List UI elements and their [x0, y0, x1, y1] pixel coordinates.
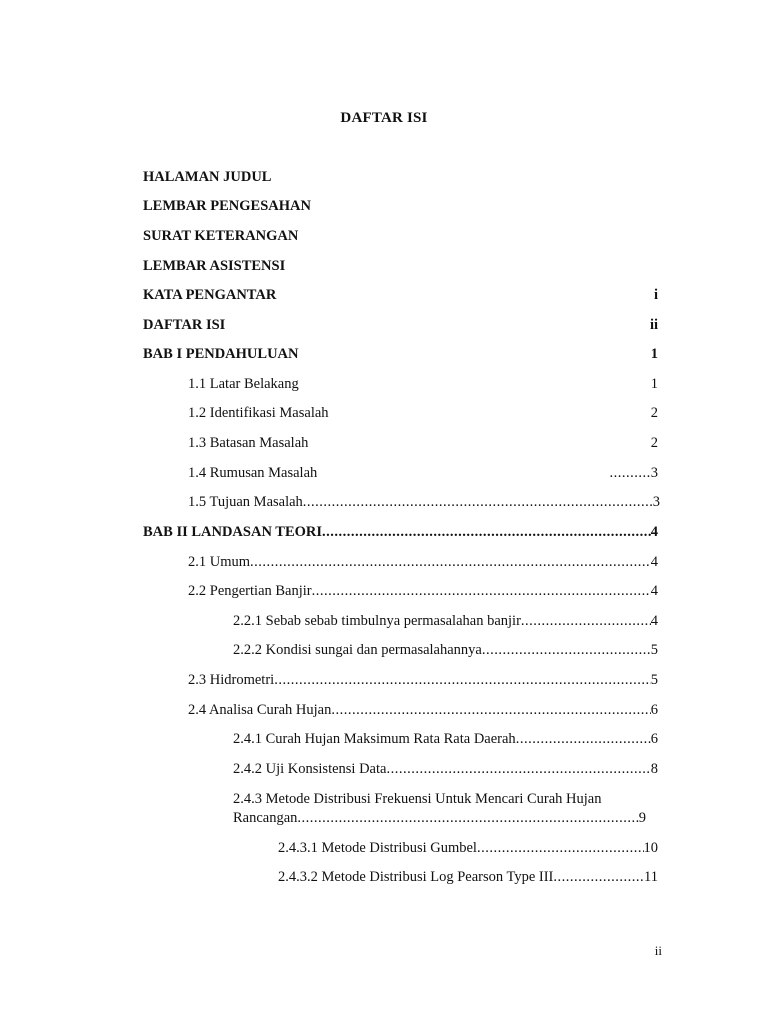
toc-entry-page: 10 — [643, 840, 658, 856]
toc-leader-dots — [610, 465, 651, 482]
toc-entry-page: 2 — [650, 405, 658, 421]
toc-leader-dots — [303, 494, 653, 511]
toc-entry — [143, 228, 658, 245]
toc-entry — [188, 494, 660, 511]
toc-entry-page: 1 — [650, 376, 658, 392]
toc-entry-page: i — [653, 287, 658, 303]
toc-entry-page: 9 — [638, 810, 646, 826]
page-title: DAFTAR ISI — [340, 110, 428, 126]
toc-entry — [188, 583, 658, 600]
toc-leader-dots — [386, 761, 650, 778]
toc-entry-page: 3 — [650, 465, 658, 481]
toc-entry-page: 11 — [644, 869, 658, 885]
toc-entry — [143, 317, 658, 334]
toc-entry — [188, 465, 658, 482]
toc-entry — [143, 258, 658, 275]
toc-entry-label: SURAT KETERANGAN — [143, 228, 299, 244]
toc-entry-page: 8 — [650, 761, 658, 777]
toc-entry-label: 1.2 Identifikasi Masalah — [188, 405, 329, 421]
toc-leader-dots — [477, 840, 644, 857]
toc-entry-page: 1 — [650, 346, 658, 362]
toc-entry-label: 2.4.3 Metode Distribusi Frekuensi Untuk Mencari Curah Hujan — [233, 791, 602, 807]
toc-entry — [278, 840, 658, 857]
toc-entry-label: 2.2.2 Kondisi sungai dan permasalahannya — [233, 642, 482, 658]
toc-entry-label: 2.1 Umum — [188, 554, 251, 570]
toc-entry — [143, 169, 658, 186]
toc-entry — [188, 702, 658, 719]
toc-entry — [233, 613, 658, 630]
toc-entry-label: LEMBAR PENGESAHAN — [143, 198, 311, 214]
toc-entry — [143, 524, 658, 541]
toc-leader-dots — [312, 583, 651, 600]
toc-entry-label: 2.4.3.2 Metode Distribusi Log Pearson Type III — [278, 869, 554, 885]
toc-leader-dots — [250, 554, 651, 571]
toc-leader-dots — [553, 869, 644, 886]
toc-entry-label: 2.4 Analisa Curah Hujan — [188, 702, 332, 718]
toc-entry-page: 6 — [650, 731, 658, 747]
toc-entry-page: 4 — [650, 613, 658, 629]
toc-entry — [143, 198, 658, 215]
toc-leader-dots — [516, 731, 651, 748]
toc-entry-page: 6 — [650, 702, 658, 718]
toc-entry-page: 4 — [650, 583, 658, 599]
toc-entry-label: 1.1 Latar Belakang — [188, 376, 299, 392]
toc-leader-dots — [482, 642, 651, 659]
toc-entry-label: BAB I PENDAHULUAN — [143, 346, 299, 362]
toc-entry — [278, 869, 658, 886]
toc-entry — [143, 287, 658, 304]
toc-entry-page: ii — [649, 317, 658, 333]
toc-entry-label: 1.4 Rumusan Masalah — [188, 465, 318, 481]
toc-leader-dots — [521, 613, 651, 630]
page-number: ii — [654, 943, 662, 958]
toc-entry-label: LEMBAR ASISTENSI — [143, 258, 286, 274]
toc-entry-label: 2.3 Hidrometri — [188, 672, 275, 688]
toc-entry — [143, 346, 658, 363]
toc-entry — [188, 376, 658, 393]
toc-leader-dots — [274, 672, 651, 689]
toc-entry-label: HALAMAN JUDUL — [143, 169, 272, 185]
toc-entry-page: 4 — [650, 554, 658, 570]
toc-entry-label: 2.4.1 Curah Hujan Maksimum Rata Rata Daerah — [233, 731, 516, 747]
toc-entry — [188, 554, 658, 571]
toc-entry — [188, 672, 658, 689]
toc-entry-label: 2.2.1 Sebab sebab timbulnya permasalahan banjir — [233, 613, 521, 629]
toc-entry-label: 2.4.2 Uji Konsistensi Data — [233, 761, 387, 777]
toc-entry-label-continued: Rancangan — [233, 810, 298, 826]
toc-entry-label: 1.5 Tujuan Masalah — [188, 494, 303, 510]
toc-entry-page: 3 — [652, 494, 660, 510]
toc-entry-label: BAB II LANDASAN TEORI — [143, 524, 323, 540]
toc-leader-dots — [297, 810, 638, 827]
toc-entry — [188, 405, 658, 422]
toc-entry-label: 1.3 Batasan Masalah — [188, 435, 309, 451]
toc-entry — [233, 731, 658, 748]
toc-entry-page: 5 — [650, 672, 658, 688]
toc-entry — [188, 435, 658, 452]
toc-leader-dots — [331, 702, 650, 719]
toc-entry-page: 4 — [650, 524, 658, 540]
toc-leader-dots — [322, 524, 651, 541]
toc-entry-label: DAFTAR ISI — [143, 317, 226, 333]
toc-entry-label: 2.2 Pengertian Banjir — [188, 583, 312, 599]
toc-entry — [233, 761, 658, 778]
toc-entry-page: 5 — [650, 642, 658, 658]
toc-entry-page: 2 — [650, 435, 658, 451]
toc-entry-label: KATA PENGANTAR — [143, 287, 277, 303]
toc-entry — [233, 642, 658, 659]
toc-entry-label: 2.4.3.1 Metode Distribusi Gumbel — [278, 840, 477, 856]
toc-entry — [233, 791, 658, 827]
